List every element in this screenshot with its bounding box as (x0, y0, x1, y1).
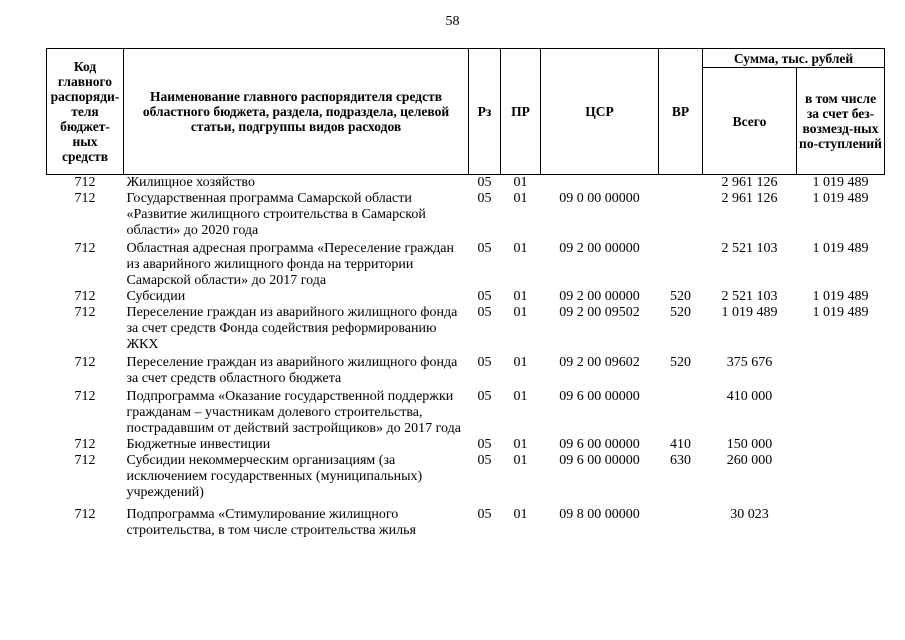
cell-csr: 09 6 00 00000 (559, 453, 640, 468)
cell-pr: 01 (513, 437, 528, 452)
cell-pr: 01 (513, 289, 528, 304)
cell-rz: 05 (477, 191, 492, 206)
cell-pr: 01 (513, 175, 528, 190)
table-row (47, 191, 885, 239)
cell-total: 375 676 (726, 355, 773, 370)
cell-free: 1 019 489 (812, 241, 869, 256)
cell-name: Государственная программа Самарской области «Развитие жилищного строительства в Самарской области» до 2020 года (126, 191, 426, 238)
header-pr: ПР (501, 49, 541, 175)
header-free: в том числе за счет без-возмезд-ных по-ступлений (797, 68, 885, 175)
header-rz: Рз (469, 49, 501, 175)
cell-vr (659, 239, 703, 289)
cell-pr: 01 (513, 241, 528, 256)
cell-code: 712 (74, 241, 96, 256)
cell-rz: 05 (477, 437, 492, 452)
cell-free: 1 019 489 (812, 289, 869, 304)
header-vr: ВР (659, 49, 703, 175)
header-sum-group: Сумма, тыс. рублей (703, 49, 885, 68)
cell-csr: 09 0 00 00000 (559, 191, 640, 206)
cell-vr (659, 191, 703, 239)
cell-name: Переселение граждан из аварийного жилищного фонда за счет средств областного бюджета (126, 355, 458, 386)
cell-csr: 09 6 00 00000 (559, 389, 640, 404)
cell-total: 30 023 (730, 507, 769, 522)
table-row (47, 353, 885, 387)
cell-code: 712 (74, 175, 96, 190)
cell-pr: 01 (513, 305, 528, 320)
cell-vr: 520 (670, 305, 691, 320)
header-name: Наименование главного распорядителя средств областного бюджета, раздела, подраздела, целевой статьи, подгруппы видов расходов (124, 49, 469, 175)
header-csr: ЦСР (541, 49, 659, 175)
cell-rz: 05 (477, 453, 492, 468)
cell-csr: 09 2 00 00000 (559, 241, 640, 256)
cell-name: Переселение граждан из аварийного жилищного фонда за счет средств Фонда содействия реформированию ЖКХ (126, 305, 458, 352)
cell-pr: 01 (513, 355, 528, 370)
cell-vr: 520 (670, 355, 691, 370)
cell-vr: 410 (670, 437, 691, 452)
cell-rz: 05 (477, 241, 492, 256)
cell-total: 2 521 103 (721, 289, 778, 304)
cell-free (797, 353, 885, 387)
cell-rz: 05 (477, 289, 492, 304)
cell-vr (659, 175, 703, 192)
cell-total: 2 521 103 (721, 241, 778, 256)
cell-csr: 09 2 00 00000 (559, 289, 640, 304)
cell-rz: 05 (477, 175, 492, 190)
cell-pr: 01 (513, 191, 528, 206)
cell-csr (541, 175, 659, 192)
cell-code: 712 (74, 305, 96, 320)
cell-name: Подпрограмма «Стимулирование жилищного строительства, в том числе строительства жилья (126, 507, 416, 538)
cell-name: Бюджетные инвестиции (126, 437, 271, 452)
cell-name: Жилищное хозяйство (126, 175, 255, 190)
cell-pr: 01 (513, 453, 528, 468)
table-row (47, 305, 885, 353)
table-row (47, 453, 885, 501)
cell-vr (659, 387, 703, 437)
budget-table (46, 48, 885, 539)
cell-csr: 09 6 00 00000 (559, 437, 640, 452)
cell-vr (659, 501, 703, 539)
cell-csr: 09 8 00 00000 (559, 507, 640, 522)
cell-vr: 630 (670, 453, 691, 468)
cell-rz: 05 (477, 355, 492, 370)
cell-csr: 09 2 00 09502 (559, 305, 640, 320)
cell-code: 712 (74, 355, 96, 370)
table-row (47, 387, 885, 437)
header-total: Всего (703, 68, 797, 175)
table-body (47, 175, 885, 540)
cell-code: 712 (74, 507, 96, 522)
cell-csr: 09 2 00 09602 (559, 355, 640, 370)
cell-free: 1 019 489 (812, 175, 869, 190)
header-row-top (47, 49, 885, 68)
cell-code: 712 (74, 453, 96, 468)
header-code: Код главного распоряди-теля бюджет-ных средств (47, 49, 124, 175)
cell-total: 2 961 126 (721, 175, 778, 190)
table-row (47, 289, 885, 305)
cell-free (797, 437, 885, 453)
cell-code: 712 (74, 389, 96, 404)
page-number: 58 (445, 14, 460, 29)
cell-pr: 01 (513, 507, 528, 522)
cell-free: 1 019 489 (812, 305, 869, 320)
cell-total: 150 000 (726, 437, 773, 452)
cell-free: 1 019 489 (812, 191, 869, 206)
cell-rz: 05 (477, 389, 492, 404)
cell-vr: 520 (670, 289, 691, 304)
table-row (47, 501, 885, 539)
table-row (47, 175, 885, 192)
cell-name: Подпрограмма «Оказание государственной поддержки гражданам – участникам долевого строительства, пострадавшим от действий застройщиков» до 2017 года (126, 389, 461, 436)
cell-free (797, 501, 885, 539)
cell-free (797, 387, 885, 437)
cell-name: Областная адресная программа «Переселение граждан из аварийного жилищного фонда на территории Самарской области» до 2017 года (126, 241, 454, 288)
cell-code: 712 (74, 289, 96, 304)
cell-total: 1 019 489 (721, 305, 778, 320)
cell-total: 410 000 (726, 389, 773, 404)
cell-code: 712 (74, 437, 96, 452)
cell-rz: 05 (477, 507, 492, 522)
cell-name: Субсидии (126, 289, 186, 304)
cell-total: 260 000 (726, 453, 773, 468)
cell-name: Субсидии некоммерческим организациям (за исключением государственных (муниципальных) учреждений) (126, 453, 423, 500)
cell-free (797, 453, 885, 501)
cell-code: 712 (74, 191, 96, 206)
cell-pr: 01 (513, 389, 528, 404)
table-row (47, 437, 885, 453)
cell-total: 2 961 126 (721, 191, 778, 206)
cell-rz: 05 (477, 305, 492, 320)
table-row (47, 239, 885, 289)
